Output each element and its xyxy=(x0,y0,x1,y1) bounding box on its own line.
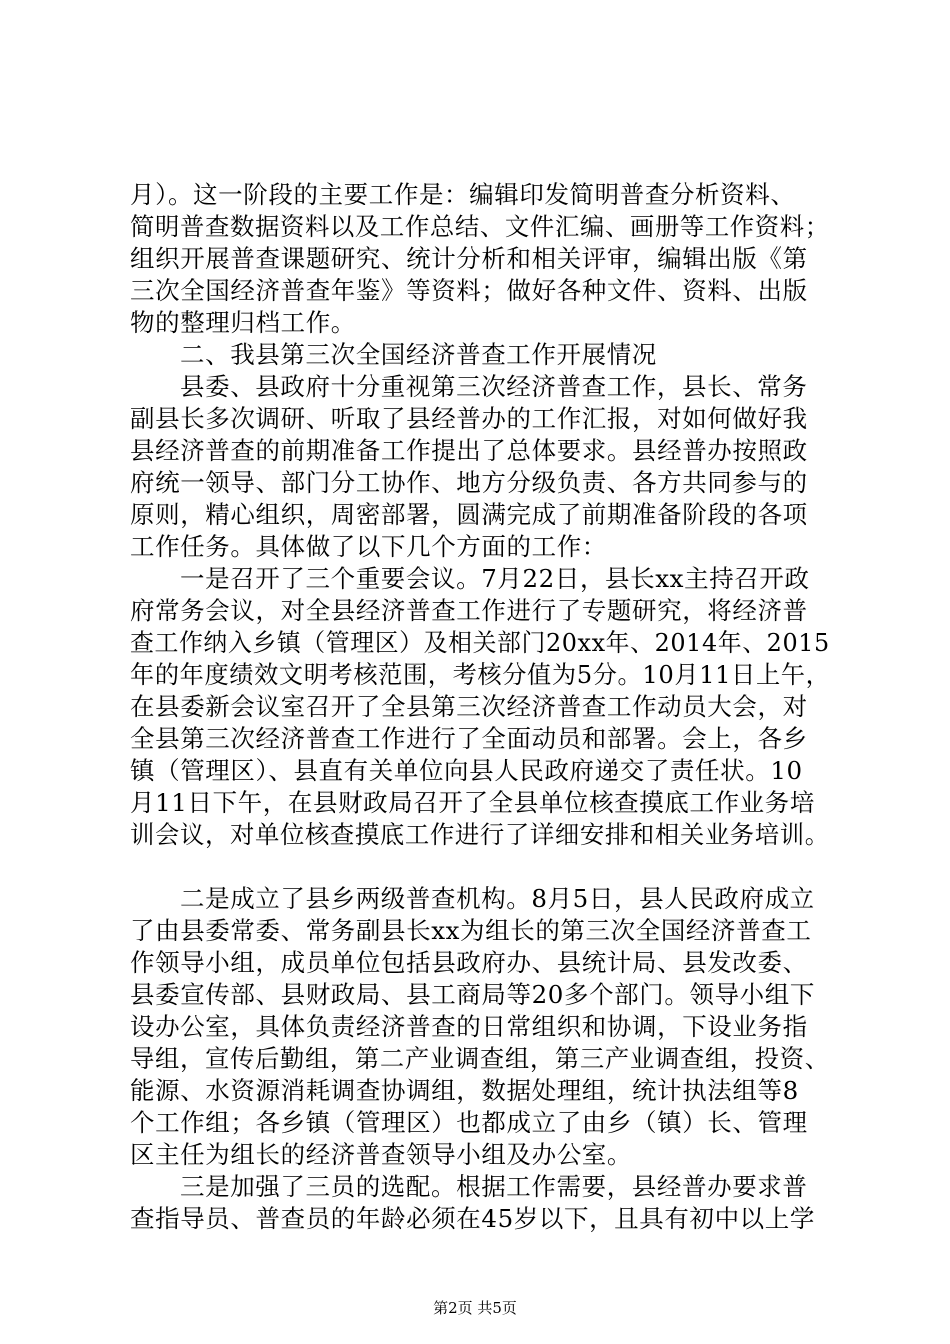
text-line: 区主任为组长的经济普查领导小组及办公室。 xyxy=(130,1140,632,1169)
text-line: 原则，精心组织，周密部署，圆满完成了前期准备阶段的各项 xyxy=(130,500,808,529)
text-line: 三是加强了三员的选配。根据工作需要，县经普办要求普 xyxy=(180,1172,808,1201)
text-line: 镇（管理区）、县直有关单位向县人民政府递交了责任状。10 xyxy=(130,756,803,785)
text-line: 个工作组；各乡镇（管理区）也都成立了由乡（镇）长、管理 xyxy=(130,1108,808,1137)
text-line: 二是成立了县乡两级普查机构。8月5日，县人民政府成立 xyxy=(180,884,815,913)
text-line: 导组，宣传后勤组，第二产业调查组，第三产业调查组，投资、 xyxy=(130,1044,830,1073)
text-line: 简明普查数据资料以及工作总结、文件汇编、画册等工作资料； xyxy=(130,212,830,241)
text-line: 县委宣传部、县财政局、县工商局等20多个部门。领导小组下 xyxy=(130,980,815,1009)
page-number-footer: 第2页 共5页 xyxy=(433,1299,517,1317)
text-line: 县委、县政府十分重视第三次经济普查工作，县长、常务 xyxy=(180,372,808,401)
text-line: 副县长多次调研、听取了县经普办的工作汇报，对如何做好我 xyxy=(130,404,808,433)
text-line: 查工作纳入乡镇（管理区）及相关部门20xx年、2014年、2015 xyxy=(130,628,830,657)
text-line: 训会议，对单位核查摸底工作进行了详细安排和相关业务培训。 xyxy=(130,820,830,849)
text-line: 查指导员、普查员的年龄必须在45岁以下，且具有初中以上学 xyxy=(130,1204,815,1233)
text-line: 物的整理归档工作。 xyxy=(130,308,356,337)
text-line: 在县委新会议室召开了全县第三次经济普查工作动员大会，对 xyxy=(130,692,808,721)
text-line: 设办公室，具体负责经济普查的日常组织和协调，下设业务指 xyxy=(130,1012,808,1041)
text-line: 了由县委常委、常务副县长xx为组长的第三次全国经济普查工 xyxy=(130,916,812,945)
text-line: 三次全国经济普查年鉴》等资料；做好各种文件、资料、出版 xyxy=(130,276,808,305)
text-line: 一是召开了三个重要会议。7月22日，县长xx主持召开政 xyxy=(180,564,810,593)
text-line: 府常务会议，对全县经济普查工作进行了专题研究，将经济普 xyxy=(130,596,808,625)
text-line: 府统一领导、部门分工协作、地方分级负责、各方共同参与的 xyxy=(130,468,808,497)
text-line: 月）。这一阶段的主要工作是：编辑印发简明普查分析资料、 xyxy=(130,180,796,209)
text-line: 全县第三次经济普查工作进行了全面动员和部署。会上，各乡 xyxy=(130,724,808,753)
text-line: 月11日下午，在县财政局召开了全县单位核查摸底工作业务培 xyxy=(130,788,815,817)
text-line: 工作任务。具体做了以下几个方面的工作： xyxy=(130,532,607,561)
text-line: 作领导小组，成员单位包括县政府办、县统计局、县发改委、 xyxy=(130,948,808,977)
text-line: 能源、水资源消耗调查协调组，数据处理组，统计执法组等8 xyxy=(130,1076,799,1105)
section-heading: 二、我县第三次全国经济普查工作开展情况 xyxy=(180,340,657,369)
text-line: 年的年度绩效文明考核范围，考核分值为5分。10月11日上午， xyxy=(130,660,831,689)
text-line: 组织开展普查课题研究、统计分析和相关评审，编辑出版《第 xyxy=(130,244,808,273)
text-line: 县经济普查的前期准备工作提出了总体要求。县经普办按照政 xyxy=(130,436,808,465)
